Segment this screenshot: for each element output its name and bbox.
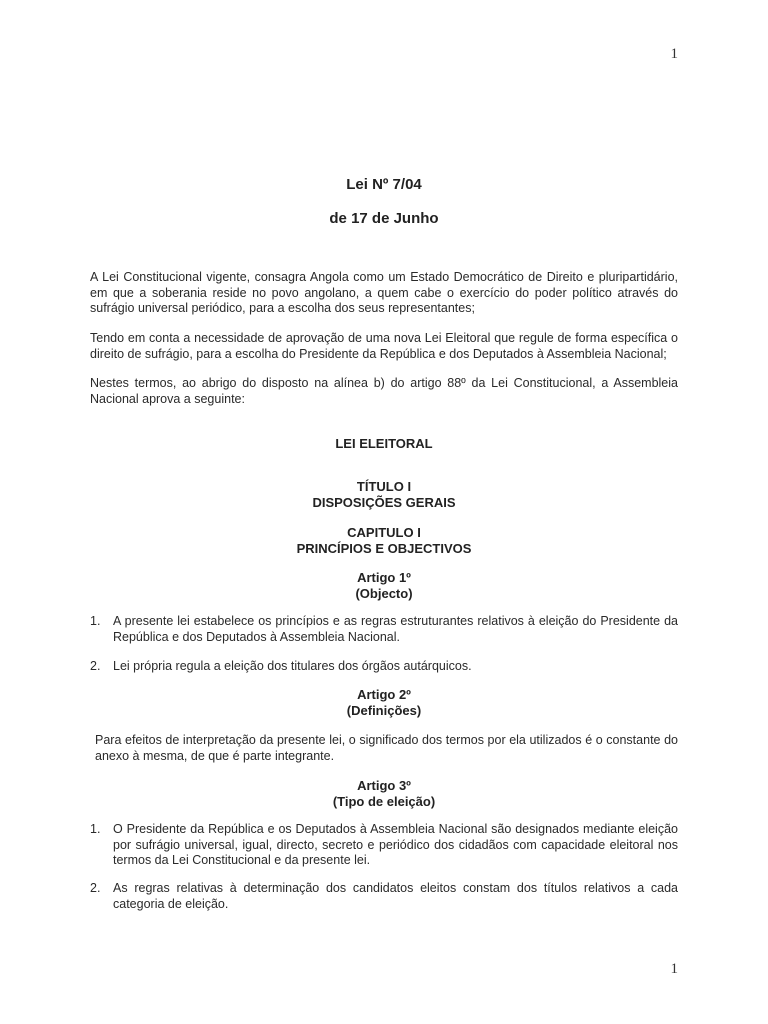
item-number: 2. [90,881,101,895]
capitulo-name: PRINCÍPIOS E OBJECTIVOS [296,541,472,556]
article-1-item-2 [90,659,678,675]
titulo-name: DISPOSIÇÕES GERAIS [312,495,456,510]
law-name-heading: LEI ELEITORAL [335,436,433,451]
law-date: de 17 de Junho [329,210,439,227]
law-title: Lei Nº 7/04 [346,176,422,193]
preamble-paragraph-2: Tendo em conta a necessidade de aprovação de uma nova Lei Eleitoral que regule de forma específica o direito de sufrágio, para a escolha do Presidente da República e dos Deputados à Assembleia Nacional; [90,331,678,361]
preamble-paragraph-3: Nestes termos, ao abrigo do disposto na alínea b) do artigo 88º da Lei Constitucional, a Assembleia Nacional aprova a seguinte: [90,376,678,406]
item-text: As regras relativas à determinação dos candidatos eleitos constam dos títulos relativos a cada categoria de eleição. [113,881,678,911]
item-text: O Presidente da República e os Deputados à Assembleia Nacional são designados mediante eleição por sufrágio universal, igual, directo, secreto e periódico dos cidadãos com capacidade eleitoral nos termos da Lei Constitucional e da presente lei. [113,822,678,867]
article-2-paragraph: Para efeitos de interpretação da presente lei, o significado dos termos por ela utilizados é o constante do anexo à mesma, de que é parte integrante. [95,733,678,763]
article-name: (Tipo de eleição) [332,794,436,809]
item-text: A presente lei estabelece os princípios e as regras estruturantes relativos à eleição do Presidente da República e dos Deputados à Assembleia Nacional. [113,614,678,644]
item-number: 2. [90,659,101,673]
article-label: Artigo 3º [357,778,411,793]
article-3-heading [0,778,768,810]
article-3-item-1 [90,822,678,869]
article-name: (Objecto) [355,586,413,601]
article-label: Artigo 1º [357,570,411,585]
item-number: 1. [90,822,101,836]
titulo-heading [0,479,768,511]
article-label: Artigo 2º [357,687,411,702]
page-number-top: 1 [670,46,678,62]
titulo-label: TÍTULO I [356,479,412,494]
article-2-heading [0,687,768,719]
article-3-item-2 [90,881,678,912]
item-number: 1. [90,614,101,628]
article-1-item-1 [90,614,678,645]
page-number-bottom: 1 [670,961,678,977]
article-name: (Definições) [346,703,422,718]
article-1-heading [0,570,768,602]
preamble-paragraph-1: A Lei Constitucional vigente, consagra Angola como um Estado Democrático de Direito e pluripartidário, em que a soberania reside no povo angolano, a quem cabe o exercício do poder político através do sufrágio universal periódico, para a escolha dos seus representantes; [90,270,678,315]
capitulo-heading [0,525,768,557]
item-text: Lei própria regula a eleição dos titulares dos órgãos autárquicos. [113,659,472,673]
capitulo-label: CAPITULO I [347,525,421,540]
